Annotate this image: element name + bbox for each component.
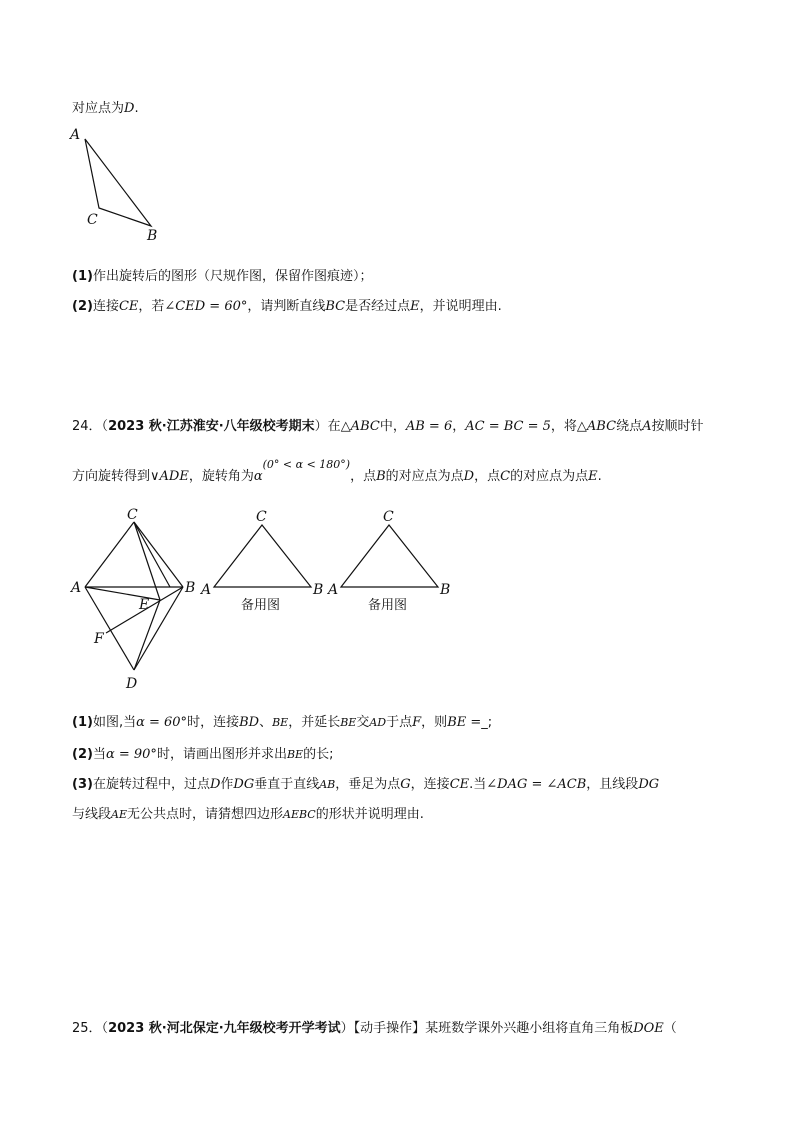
fig2-label-b: B bbox=[185, 580, 196, 596]
spare1-label-a: A bbox=[201, 582, 212, 598]
spare2-label-b: B bbox=[440, 582, 451, 598]
fig2-label-c: C bbox=[127, 507, 138, 523]
q25-source: 2023 秋·河北保定·九年级校考开学考试 bbox=[108, 1021, 341, 1036]
q24-line1: 24．（2023 秋·江苏淮安·八年级校考期末）在△ABC中，AB = 6，AC = BC = 5，将△ABC绕点A按顺时针 bbox=[72, 419, 704, 434]
spare2-label-c: C bbox=[383, 509, 394, 525]
spare2-caption: 备用图 bbox=[368, 598, 408, 613]
fig2-label-d: D bbox=[126, 676, 138, 692]
spare-triangle-2 bbox=[341, 525, 438, 587]
fig1-label-a: A bbox=[70, 127, 81, 143]
spare1-label-b: B bbox=[313, 582, 324, 598]
q24-source: 2023 秋·江苏淮安·八年级校考期末 bbox=[108, 419, 315, 434]
q24-line2: 方向旋转得到∨ADE，旋转角为$\alpha^{(0^\circ < \alpha < 180^\circ)}$，点B的对应点为点D，点C的对应点为点E. bbox=[72, 458, 602, 484]
fig1-label-c: C bbox=[87, 212, 98, 228]
continuation-line: 对应点为D. bbox=[72, 101, 139, 116]
fig2-label-e: E bbox=[139, 597, 150, 613]
fig2-label-a: A bbox=[71, 580, 82, 596]
segment-ac bbox=[85, 522, 134, 587]
q23-part2: (2)连接CE，若∠CED = 60°，请判断直线BC是否经过点E，并说明理由. bbox=[72, 299, 502, 314]
q24-part3: (3)在旋转过程中，过点D作DG垂直于直线AB，垂足为点G，连接CE.当∠DAG = ∠ACB，且线段DG bbox=[72, 777, 660, 792]
spare1-label-c: C bbox=[256, 509, 267, 525]
q24-part2: (2)当α = 90°时，请画出图形并求出BE的长; bbox=[72, 747, 334, 762]
spare-triangle-1 bbox=[214, 525, 311, 587]
q25-line1: 25．（2023 秋·河北保定·九年级校考开学考试）【动手操作】某班数学课外兴趣小组将直角三角板DOE（ bbox=[72, 1021, 677, 1036]
segment-ad bbox=[85, 587, 134, 670]
spare2-label-a: A bbox=[328, 582, 339, 598]
fig1-label-b: B bbox=[147, 228, 158, 244]
q24-part1: (1)如图,当α = 60°时，连接BD、BE，并延长BE交AD于点F，则BE =_; bbox=[72, 715, 493, 730]
spare1-caption: 备用图 bbox=[241, 598, 281, 613]
q23-part1: (1)作出旋转后的图形（尺规作图，保留作图痕迹）； bbox=[72, 269, 373, 284]
segment-cb bbox=[134, 522, 183, 587]
q24-part3-cont: 与线段AE无公共点时，请猜想四边形AEBC的形状并说明理由. bbox=[72, 807, 424, 822]
fig2-label-f: F bbox=[94, 631, 104, 647]
